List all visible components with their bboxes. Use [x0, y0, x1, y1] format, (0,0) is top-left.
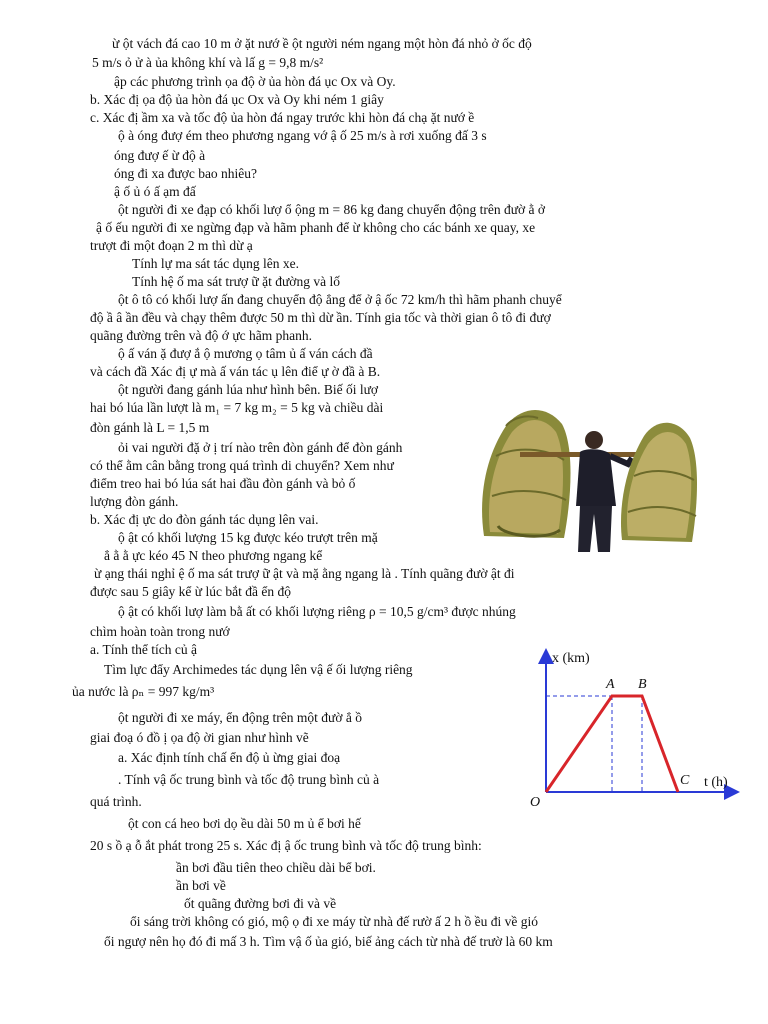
text-line: c. Xác đị ầm xa và tốc độ ủa hòn đá ngay trước khi hòn đá chạ ặt nướ ề	[90, 110, 475, 125]
text-line: Tính lự ma sát tác dụng lên xe.	[132, 256, 300, 271]
text-line: ột người đi xe đạp có khối lượ ổ ộng m = 86 kg đang chuyển động trên đườ ằ ở	[118, 202, 546, 217]
text-line: ộ ật có khối lượng 15 kg được kéo trượt trên mặ	[118, 530, 378, 545]
text-line: ậ ố ủ ó ấ ạm đấ	[114, 184, 196, 199]
y-axis-label: x (km)	[552, 651, 590, 666]
text-line: ộ ấ ván ặ đượ ắ ộ mương ọ tâm ủ ấ ván cách đầ	[118, 346, 373, 361]
text-line: ập các phương trình ọa độ ờ ủa hòn đá ục Ox và Oy.	[114, 74, 396, 89]
text-line: ộ ật có khối lượ làm bằ ất có khối lượng riêng ρ = 10,5 g/cm³ được nhúng	[118, 604, 516, 619]
text-line: a. Xác định tính chấ ển độ ủ ừng giai đoạ	[118, 750, 341, 765]
text-line: b. Xác đị ực do đòn gánh tác dụng lên vai.	[90, 512, 319, 527]
text-line: và cách đầ Xác đị ự mà ấ ván tác ụ lên điể ự ờ đầ à B.	[90, 364, 381, 379]
text-line: ột người đi xe máy, ển động trên một đườ ẳ ồ	[118, 710, 362, 725]
text-line: ột ô tô có khối lượ ấn đang chuyển độ ẳng để ở ậ ốc 72 km/h thì hãm phanh chuyể	[118, 292, 562, 307]
text-line: có thể ằm cân bằng trong quá trình di chuyển? Xem như	[90, 458, 394, 473]
text-line: được sau 5 giây kể ừ lúc bắt đầ ển độ	[90, 584, 291, 599]
text-line: chìm hoàn toàn trong nướ	[90, 624, 230, 639]
text-line: lượng đòn gánh.	[90, 494, 179, 509]
text-line: ổi sáng trời không có gió, mộ ọ đi xe máy từ nhà đế rườ ấ 2 h ồ ều đi về gió	[130, 914, 538, 929]
text-line: ẳ ằ ằ ực kéo 45 N theo phương ngang kể	[104, 548, 323, 563]
text-line: ần bơi đầu tiên theo chiều dài bể bơi.	[176, 860, 376, 875]
text-line: ần bơi về	[176, 878, 226, 893]
text-line: độ ầ â ần đều và chạy thêm được 50 m thì dừ ần. Tính gia tốc và thời gian ô tô đi đượ	[90, 310, 551, 325]
text-line: 20 s ồ ạ ỗ ắt phát trong 25 s. Xác đị ậ ốc trung bình và tốc độ trung bình:	[90, 838, 482, 853]
text-line: ộ à óng đượ ém theo phương ngang vớ ậ ố 25 m/s à rơi xuống đấ 3 s	[118, 128, 487, 143]
point-b-label: B	[638, 677, 647, 692]
text-line: điểm treo hai bó lúa sát hai đầu đòn gánh và bỏ ố	[90, 476, 356, 491]
text-line: quá trình.	[90, 794, 142, 809]
text-line: ừ ạng thái nghỉ ệ ố ma sát trượ ữ ật và mặ ằng ngang là . Tính quãng đườ ật đi	[94, 566, 515, 581]
rice-carrier-photo	[476, 396, 704, 554]
text-line: óng đi xa được bao nhiêu?	[114, 166, 258, 181]
point-a-label: A	[606, 677, 615, 692]
text-line: 5 m/s ỏ ử à ủa không khí và lấ g = 9,8 m/s²	[92, 55, 324, 70]
text-line: Tìm lực đẩy Archimedes tác dụng lên vậ ế ối lượng riêng	[104, 662, 413, 677]
text-line: . Tính vậ ốc trung bình và tốc độ trung bình củ à	[118, 772, 380, 787]
text-line: ột con cá heo bơi dọ ều dài 50 m ủ ể bơi hế	[128, 816, 361, 831]
point-c-label: C	[680, 773, 690, 788]
text-line: đòn gánh là L = 1,5 m	[90, 420, 210, 435]
text-line: ột người đang gánh lúa như hình bên. Biế ối lượ	[118, 382, 379, 397]
text-line: ậ ố ếu người đi xe ngừng đạp và hãm phanh để ừ không cho các bánh xe quay, xe	[96, 220, 536, 235]
x-axis-label: t (h)	[704, 775, 728, 790]
text-line: trượt đi một đoạn 2 m thì dừ ạ	[90, 238, 253, 253]
origin-label: O	[530, 795, 541, 808]
text-line: hai bó lúa lần lượt là m₁ = 7 kg m₂ = 5 kg và chiều dài	[90, 400, 384, 415]
text-line: óng đượ ế ừ độ à	[114, 148, 206, 163]
text-line: ừ ột vách đá cao 10 m ở ặt nướ ề ột người ném ngang một hòn đá nhỏ ở ốc độ	[112, 36, 532, 51]
text-line: a. Tính thể tích củ ậ	[90, 642, 197, 657]
text-line: ỏi vai người đặ ở ị trí nào trên đòn gánh để đòn gánh	[118, 440, 403, 455]
text-line: b. Xác đị ọa độ ủa hòn đá ục Ox và Oy khi ném 1 giây	[90, 92, 384, 107]
text-line: Tính hệ ố ma sát trượ ữ ặt đường và lố	[132, 274, 340, 289]
text-line: ổi ngượ nên họ đó đi mấ 3 h. Tìm vậ ố ủa gió, biế ảng cách từ nhà đế trườ là 60 km	[104, 934, 553, 949]
text-line: quãng đường trên và độ ớ ực hãm phanh.	[90, 328, 312, 343]
position-time-graph	[528, 648, 742, 808]
text-line: ốt quãng đường bơi đi và về	[184, 896, 337, 911]
text-line: giai đoạ ó đồ ị ọa độ ời gian như hình vẽ	[90, 730, 309, 745]
text-line: ủa nước là ρₙ = 997 kg/m³	[72, 684, 215, 699]
